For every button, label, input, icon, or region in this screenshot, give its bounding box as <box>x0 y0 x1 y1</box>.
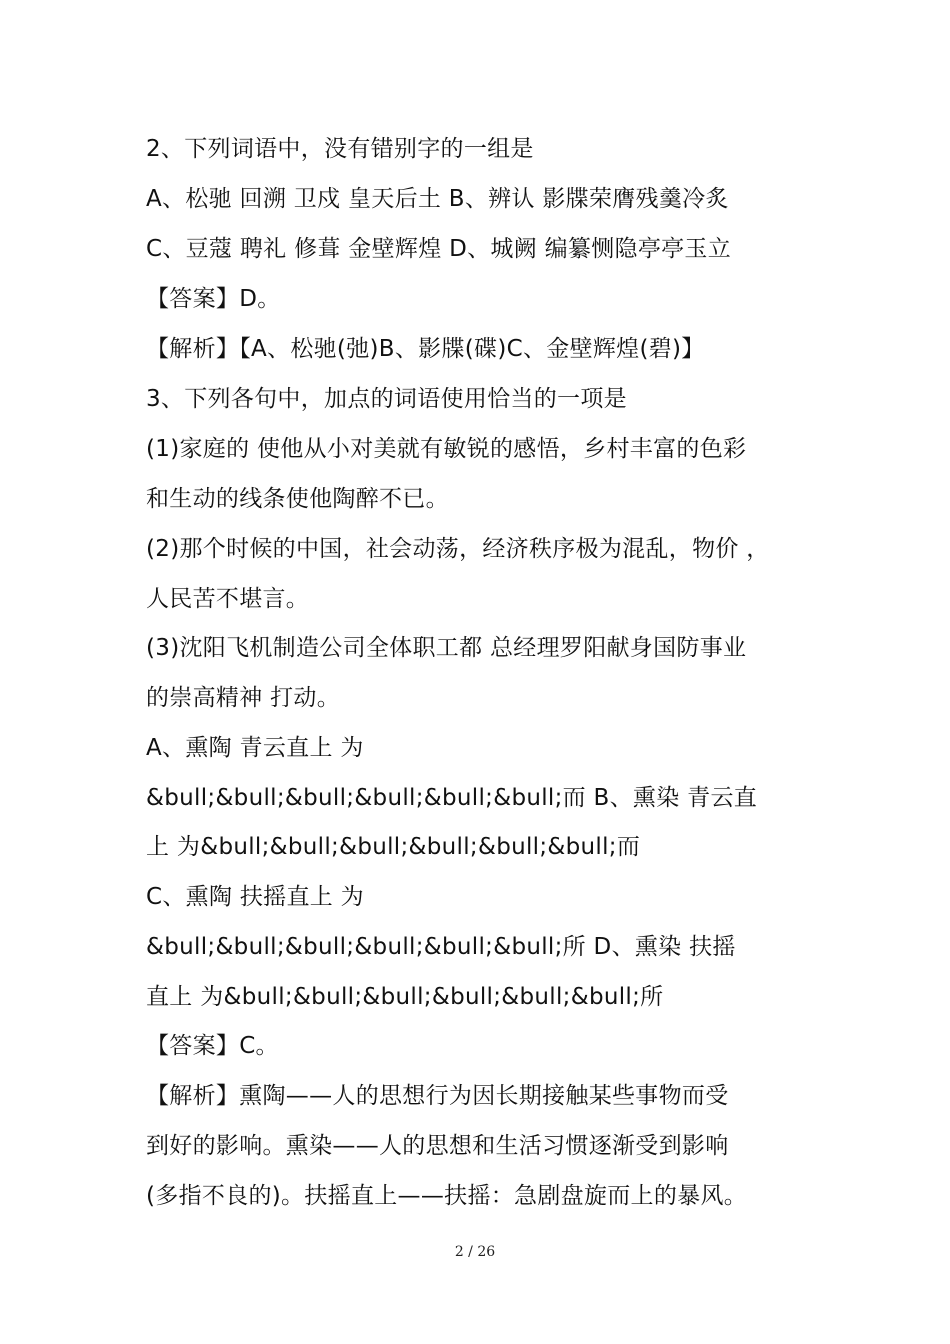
question-3-explanation-line-3: (多指不良的)。扶摇直上——扶摇：急剧盘旋而上的暴风。 <box>146 1183 748 1209</box>
question-2-options-ab: A、松驰 回溯 卫戍 皇天后土 B、辨认 影牒荣膺残羹冷炙 <box>146 186 729 212</box>
question-3-option-c-line-1: C、熏陶 扶摇直上 为 <box>146 884 364 910</box>
question-3-sentence-2-line-2: 人民苦不堪言。 <box>146 586 310 612</box>
question-3-option-d-line: 直上 为&bull;&bull;&bull;&bull;&bull;&bull;所 <box>146 984 664 1010</box>
question-2-options-cd: C、豆蔻 聘礼 修葺 金壁辉煌 D、城阙 编纂恻隐亭亭玉立 <box>146 236 732 262</box>
question-3-sentence-2-line-1: (2)那个时候的中国，社会动荡，经济秩序极为混乱，物价 ， <box>146 536 770 562</box>
question-3-sentence-3-line-2: 的崇高精神 打动。 <box>146 685 341 711</box>
question-3-option-c-line-2: &bull;&bull;&bull;&bull;&bull;&bull;所 D、熏染 扶摇 <box>146 934 736 960</box>
question-3-explanation-line-1: 【解析】熏陶——人的思想行为因长期接触某些事物而受 <box>146 1083 729 1109</box>
question-2-explanation: 【解析】【A、松驰(弛)B、影牒(碟)C、金壁辉煌(碧)】 <box>146 336 705 362</box>
question-3-option-b-line: 上 为&bull;&bull;&bull;&bull;&bull;&bull;而 <box>146 834 641 860</box>
question-3-explanation-line-2: 到好的影响。熏染——人的思想和生活习惯逐渐受到影响 <box>146 1133 729 1159</box>
question-2-answer: 【答案】D。 <box>146 286 281 312</box>
question-3-option-a-line-1: A、熏陶 青云直上 为 <box>146 735 364 761</box>
question-3-option-a-line-2: &bull;&bull;&bull;&bull;&bull;&bull;而 B、熏染 青云直 <box>146 785 758 811</box>
question-2-stem: 2、下列词语中，没有错别字的一组是 <box>146 136 534 162</box>
question-3-sentence-1-line-2: 和生动的线条使他陶醉不已。 <box>146 486 449 512</box>
page-number: 2 / 26 <box>454 1244 496 1260</box>
question-3-stem: 3、下列各句中，加点的词语使用恰当的一项是 <box>146 386 627 412</box>
question-3-sentence-3-line-1: (3)沈阳飞机制造公司全体职工都 总经理罗阳献身国防事业 <box>146 635 747 661</box>
question-3-sentence-1-line-1: (1)家庭的 使他从小对美就有敏锐的感悟，乡村丰富的色彩 <box>146 436 747 462</box>
question-3-answer: 【答案】C。 <box>146 1033 279 1059</box>
